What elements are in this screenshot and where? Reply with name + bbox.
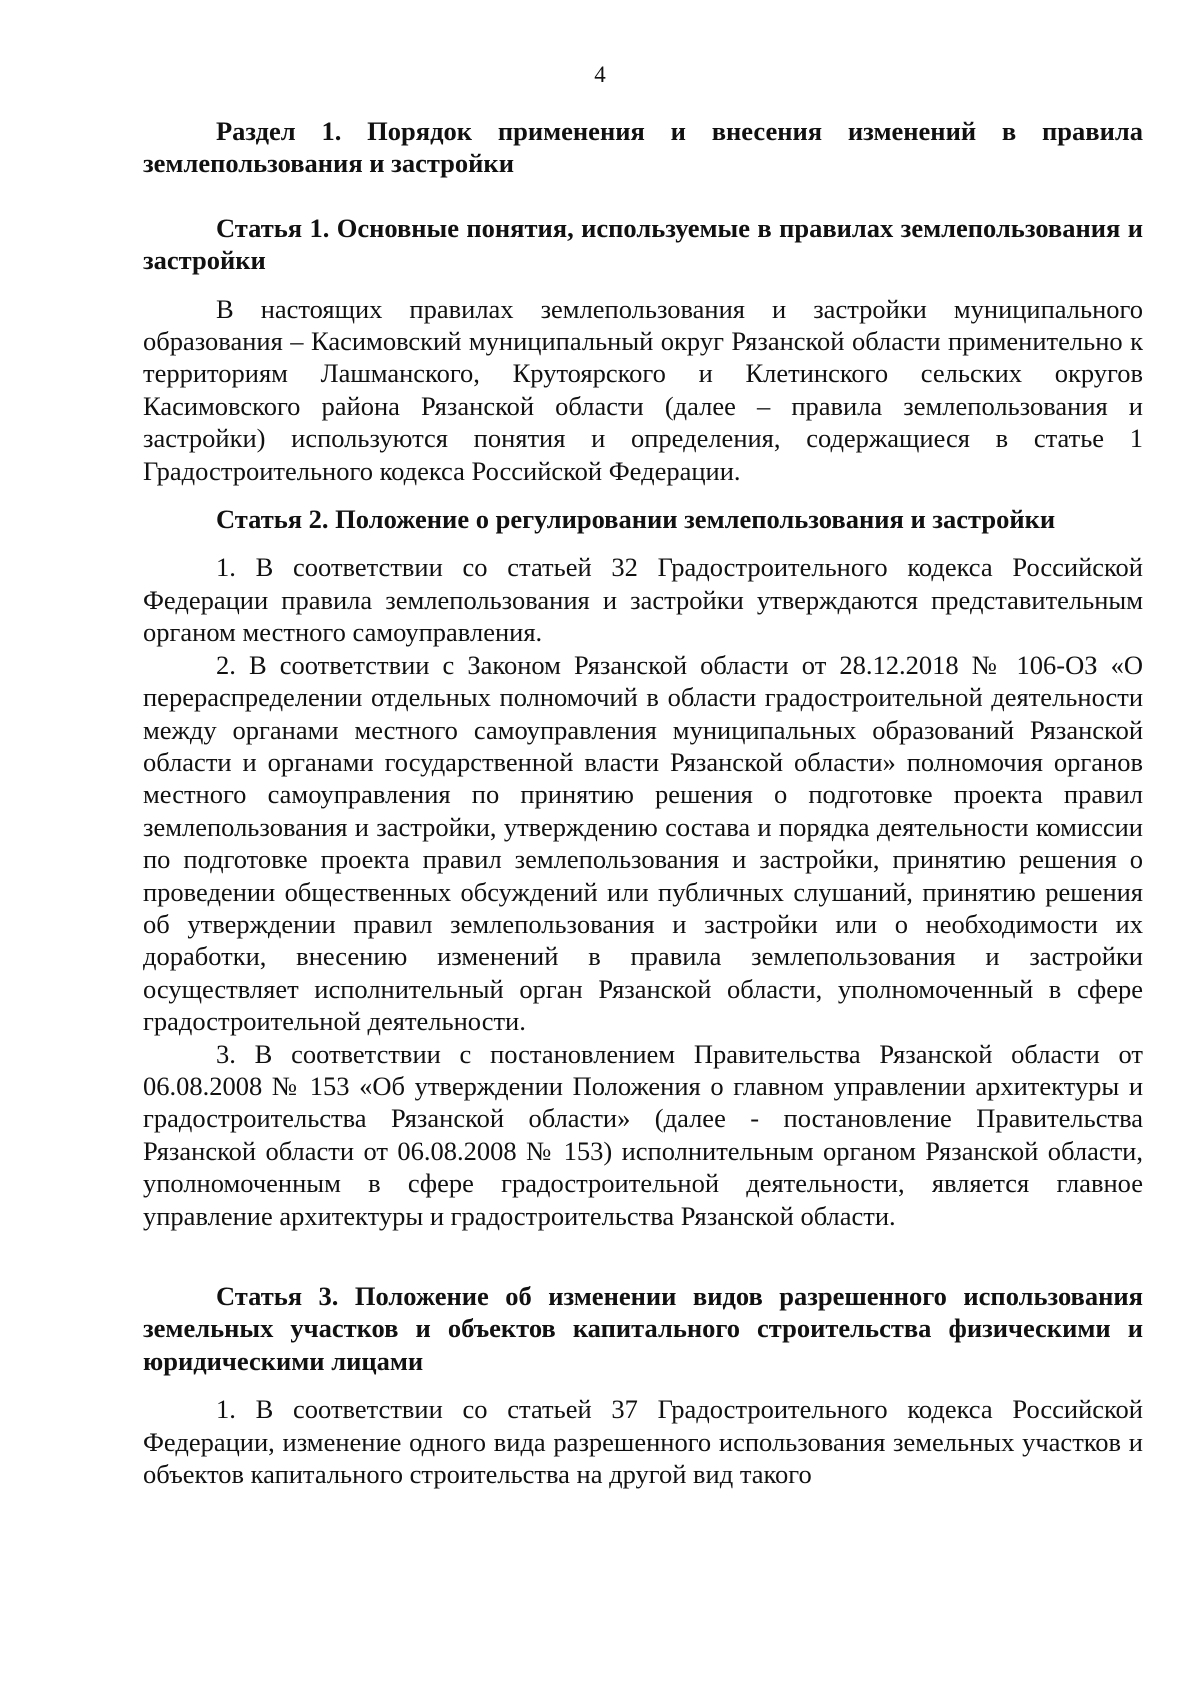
article-2-paragraph-3: 3. В соответствии с постановлением Правительства Рязанской области от 06.08.2008 № 153 «Об утверждении Положения о главном управлении архитектуры и градостроительства Рязанской области» (далее - постановление Правительства Рязанской области от 06.08.2008 № 153) исполнительным органом Рязанской области, уполномоченным в сфере градостроительной деятельности, является главное управление архитектуры и градостроительства Рязанской области. <box>143 1038 1143 1231</box>
article-3-title: Статья 3. Положение об изменении видов разрешенного использования земельных участков и объектов капитального строительства физическими и юридическими лицами <box>143 1281 1143 1376</box>
article-3-paragraph-1: 1. В соответствии со статьей 37 Градостроительного кодекса Российской Федерации, изменение одного вида разрешенного использования земельных участков и объектов капитального строительства на другой вид такого <box>143 1394 1143 1490</box>
section-title: Раздел 1. Порядок применения и внесения изменений в правила землепользования и застройки <box>143 116 1143 179</box>
article-2-paragraph-2: 2. В соответствии с Законом Рязанской области от 28.12.2018 № 106-ОЗ «О перераспределении отдельных полномочий в области градостроительной деятельности между органами местного самоуправления муниципальных образований Рязанской области и органами государственной власти Рязанской области» полномочия органов местного самоуправления по принятию решения о подготовке проекта правил землепользования и застройки, утверждению состава и порядка деятельности комиссии по подготовке проекта правил землепользования и застройки, принятию решения о проведении общественных обсуждений или публичных слушаний, принятию решения об утверждении правил землепользования и застройки или о необходимости их доработки, внесению изменений в правила землепользования и застройки осуществляет исполнительный орган Рязанской области, уполномоченный в сфере градостроительной деятельности. <box>143 649 1143 1037</box>
document-body <box>143 115 1143 1490</box>
article-1-title: Статья 1. Основные понятия, используемые в правилах землепользования и застройки <box>143 212 1143 276</box>
article-2-paragraph-1: 1. В соответствии со статьей 32 Градостроительного кодекса Российской Федерации правила землепользования и застройки утверждаются представительным органом местного самоуправления. <box>143 552 1143 648</box>
article-2-title: Статья 2. Положение о регулировании землепользования и застройки <box>216 504 1056 535</box>
article-1-paragraph: В настоящих правилах землепользования и застройки муниципального образования – Касимовский муниципальный округ Рязанской области применительно к территориям Лашманского, Крутоярского и Клетинского сельских округов Касимовского района Рязанской области (далее – правила землепользования и застройки) используются понятия и определения, содержащиеся в статье 1 Градостроительного кодекса Российской Федерации. <box>143 293 1143 486</box>
page-number: 4 <box>594 62 606 87</box>
